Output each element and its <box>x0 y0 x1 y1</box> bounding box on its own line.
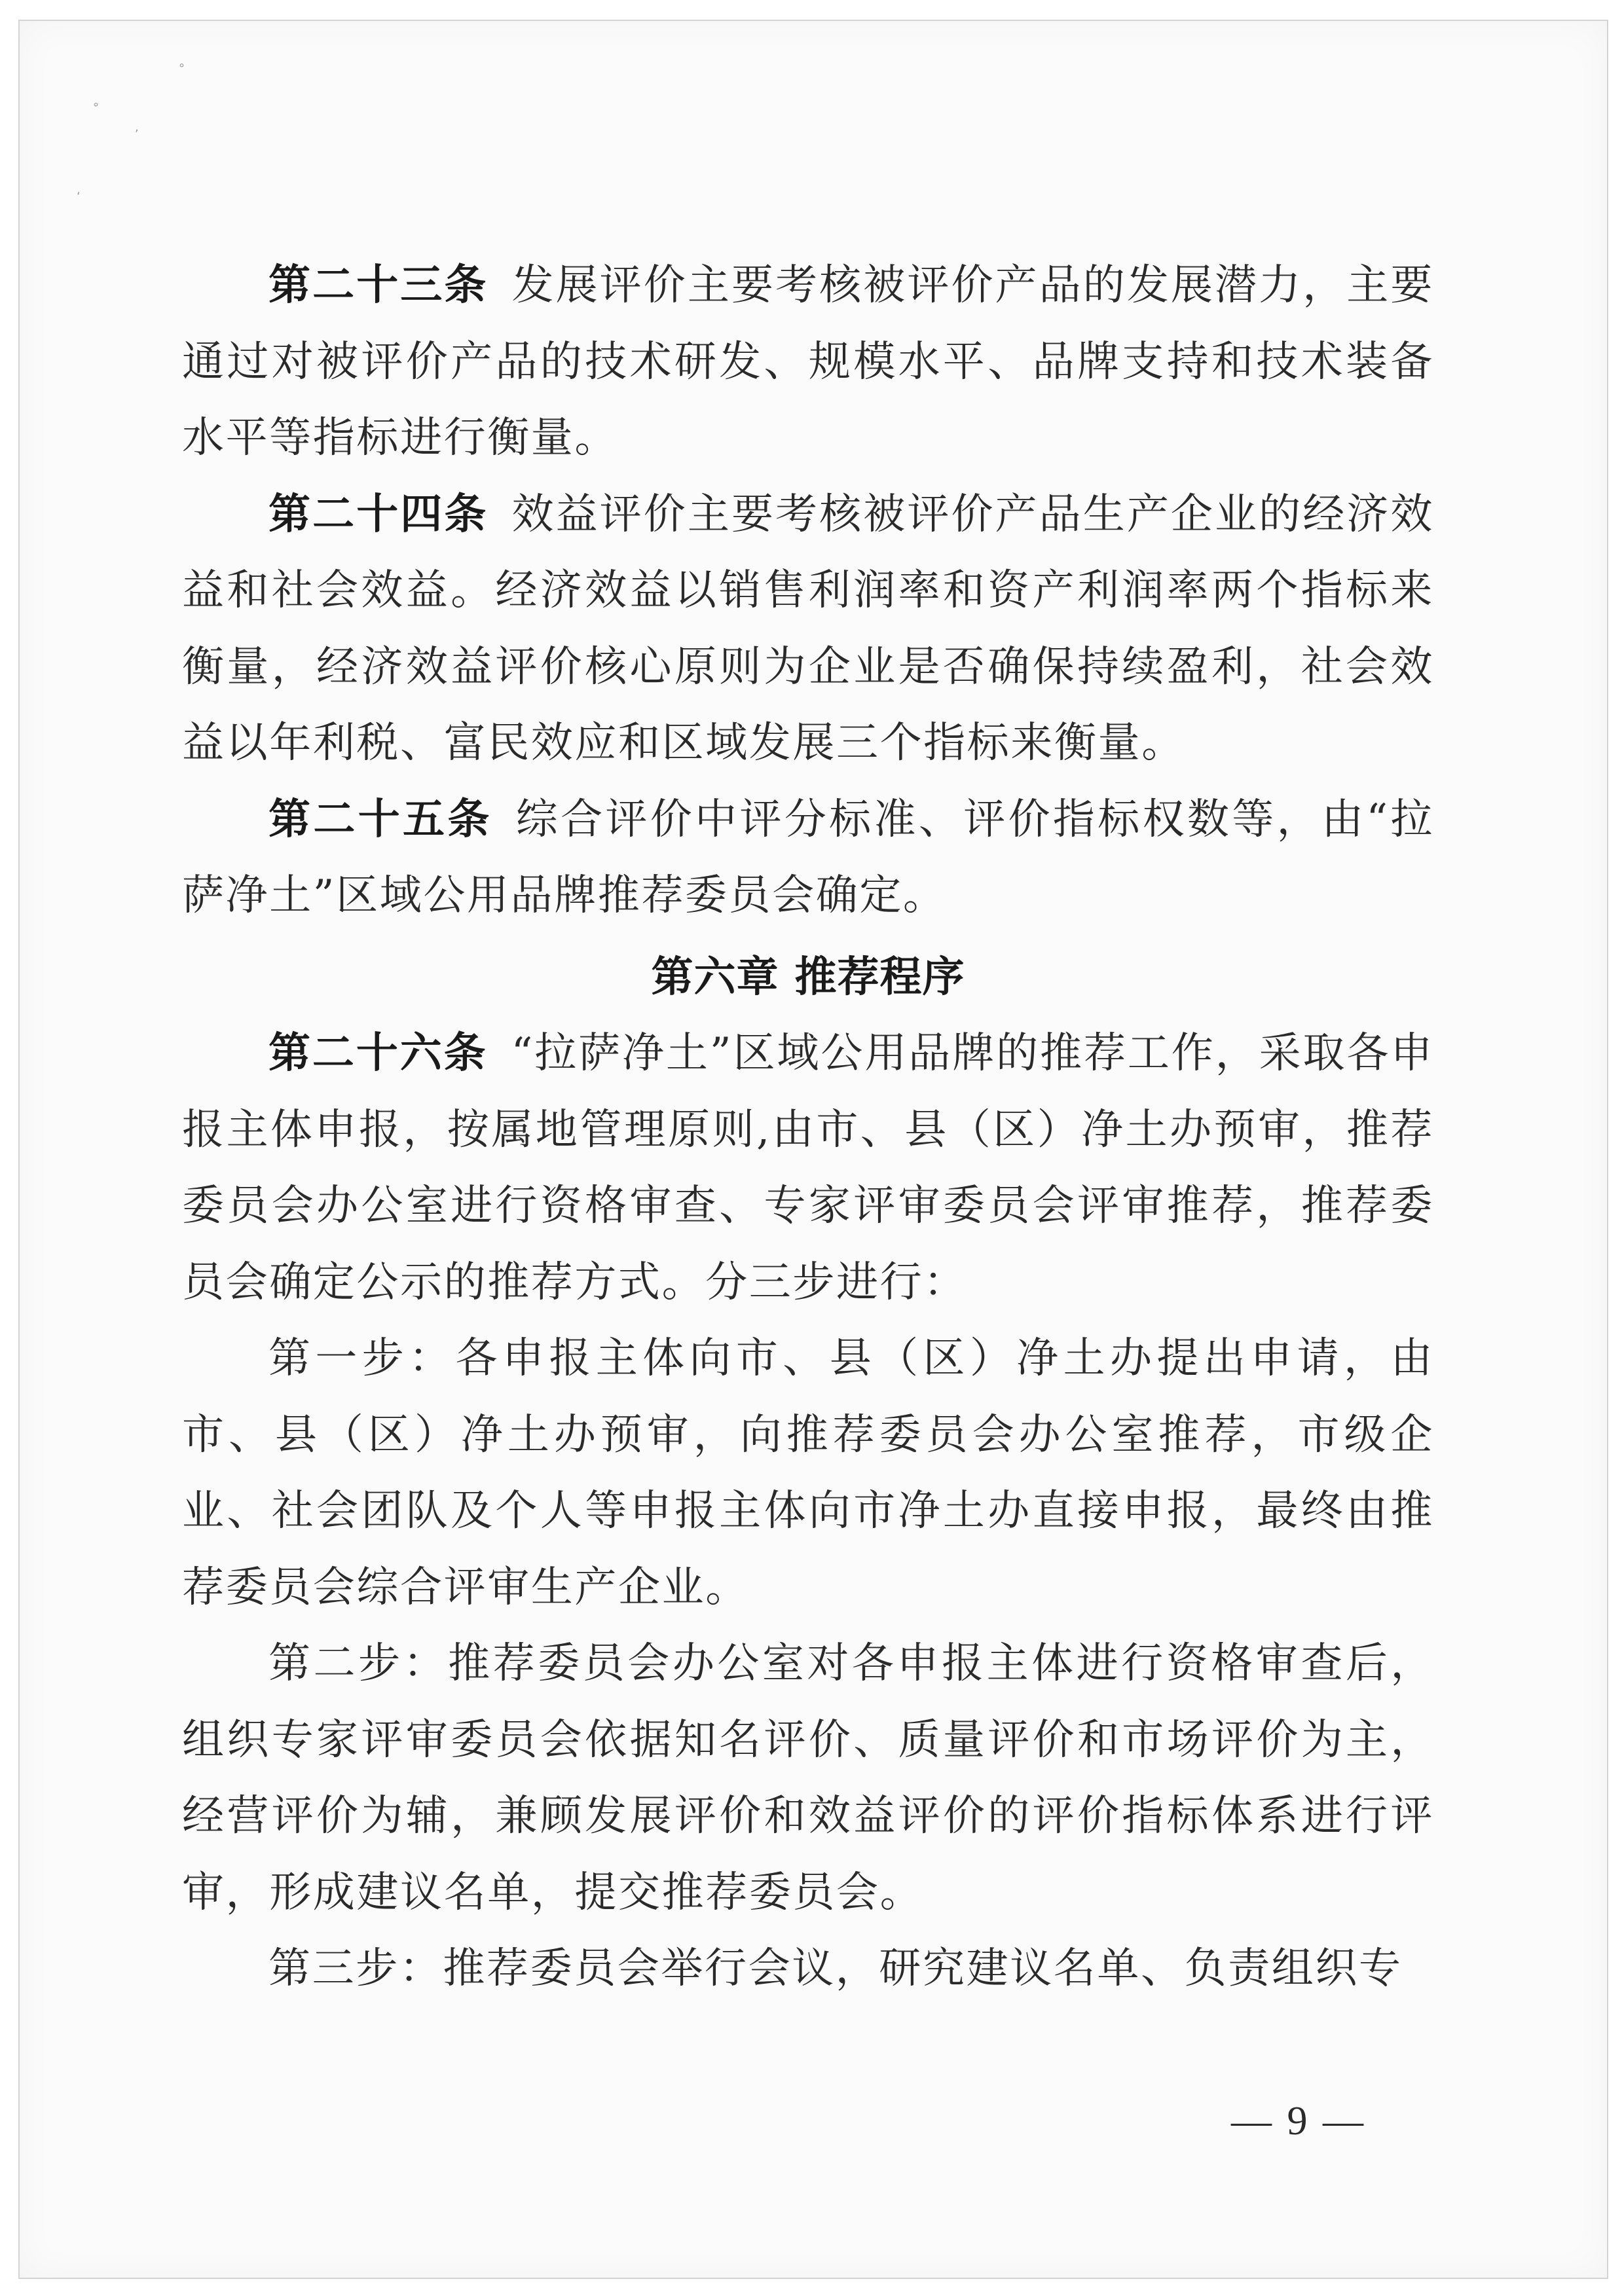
step-3: 第三步：推荐委员会举行会议，研究建议名单、负责组织专 <box>268 1944 1403 1993</box>
scan-speck: ° <box>179 62 185 75</box>
article-text: 发展评价主要考核被评价产品的发展潜力，主要通过对被评价产品的技术研发、规模水平、品牌支持和技术装备水平等指标进行衡量。 <box>182 261 1434 462</box>
article-label: 第二十四条 <box>268 490 489 539</box>
chapter-title: 推荐程序 <box>794 953 965 1002</box>
article-label: 第二十五条 <box>268 795 492 844</box>
step-1: 第一步：各申报主体向市、县（区）净土办提出申请，由市、县（区）净土办预审，向推荐委员会办公室推荐，市级企业、社会团队及个人等申报主体向市净土办直接申报，最终由推荐委员会综合评审生产企业。 <box>182 1334 1434 1612</box>
article-text: 效益评价主要考核被评价产品生产企业的经济效益和社会效益。经济效益以销售利润率和资产利润率两个指标来衡量，经济效益评价核心原则为企业是否确保持续盈利，社会效益以年利税、富民效应和区域发展三个指标来衡量。 <box>182 490 1434 767</box>
step-2: 第二步：推荐委员会办公室对各申报主体进行资格审查后，组织专家评审委员会依据知名评价、质量评价和市场评价为主，经营评价为辅，兼顾发展评价和效益评价的评价指标体系进行评审，形成建议名单，提交推荐委员会。 <box>182 1639 1434 1917</box>
chapter-number: 第六章 <box>651 953 779 1002</box>
article-label: 第二十三条 <box>268 261 489 310</box>
article-text: 综合评价中评分标准、评价指标权数等，由“拉萨净土”区域公用品牌推荐委员会确定。 <box>182 795 1434 920</box>
scan-speck: , <box>135 120 139 134</box>
document-body <box>182 247 1434 2007</box>
chapter-heading <box>182 939 1434 1016</box>
scan-speck: ° <box>93 101 99 115</box>
page-number: — 9 — <box>1231 2099 1366 2143</box>
article-26 <box>182 1015 1434 1321</box>
article-text: “拉萨净土”区域公用品牌的推荐工作，采取各申报主体申报，按属地管理原则,由市、县（区）净土办预审，推荐委员会办公室进行资格审查、专家评审委员会评审推荐，推荐委员会确定公示的推荐方式。分三步进行： <box>182 1029 1434 1307</box>
article-23 <box>182 247 1434 477</box>
article-label: 第二十六条 <box>268 1029 488 1078</box>
scan-speck: ‘ <box>77 190 81 204</box>
article-25 <box>182 782 1434 934</box>
article-24 <box>182 477 1434 782</box>
